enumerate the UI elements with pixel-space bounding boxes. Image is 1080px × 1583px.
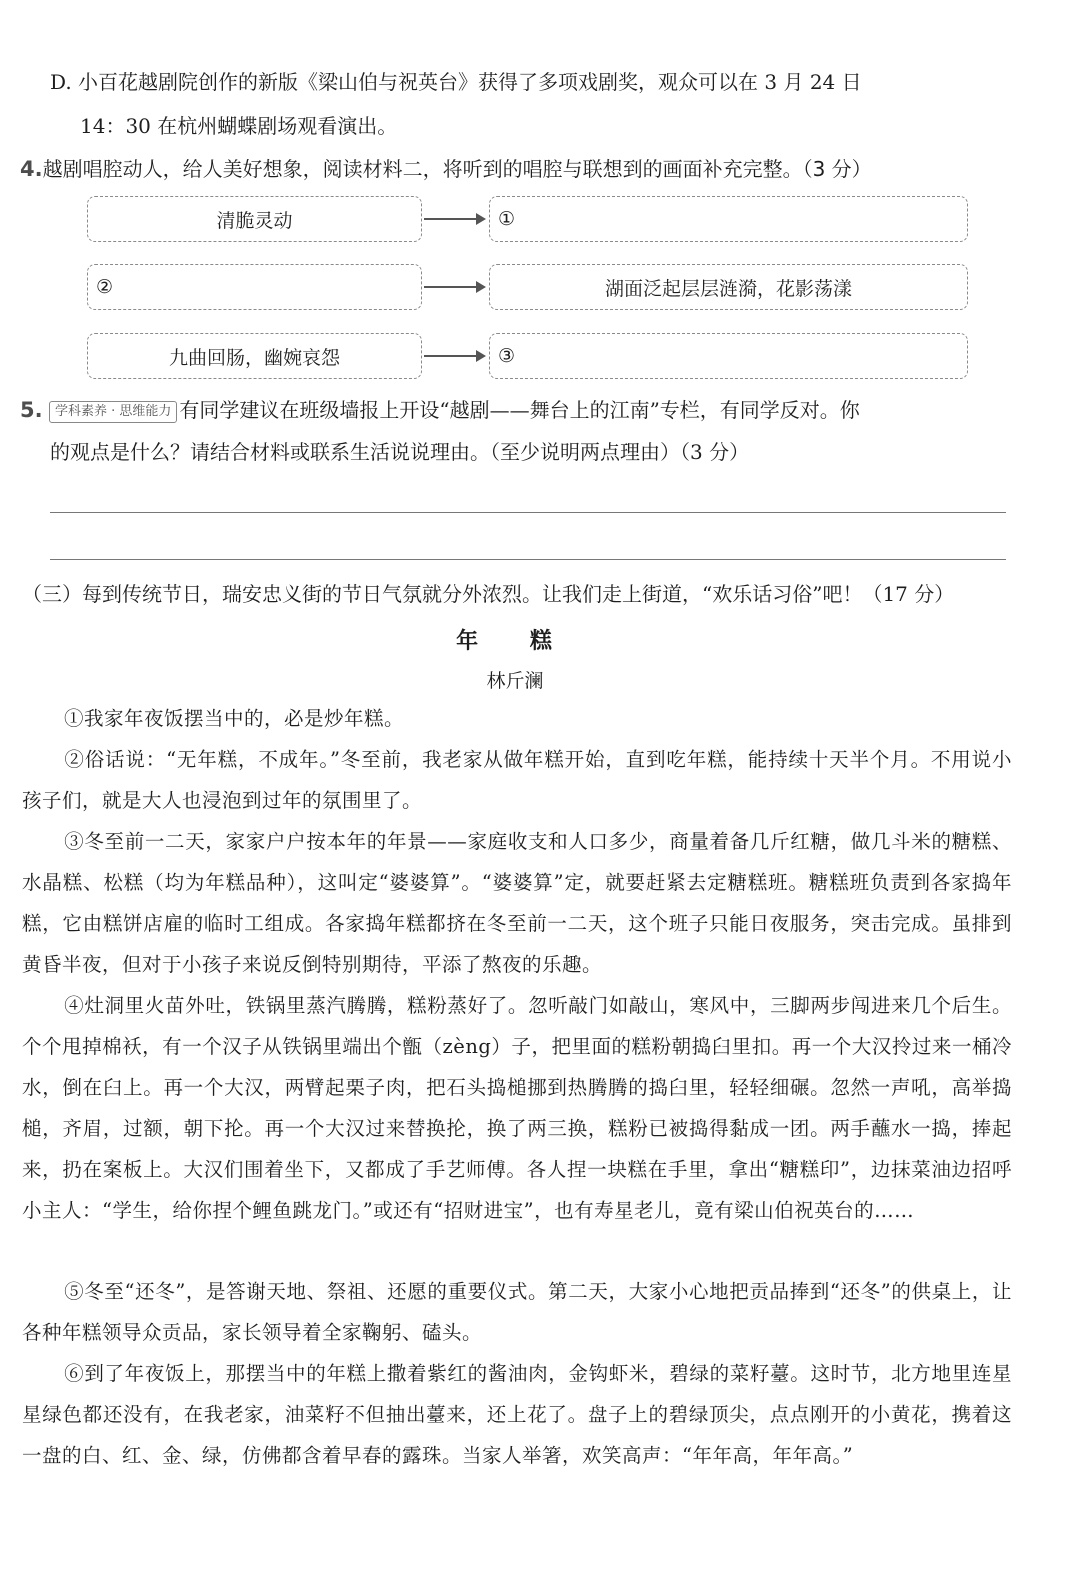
answer-blank-1[interactable]: ① (489, 196, 968, 242)
article-title: 年 糕 (456, 628, 574, 654)
question-5 (20, 396, 860, 424)
competency-tag: 学科素养 · 思维能力 (49, 401, 177, 423)
option-d-line1: D. 小百花越剧院创作的新版《梁山伯与祝英台》获得了多项戏剧奖，观众可以在 3 月 24 日 (50, 70, 862, 94)
answer-blank-2[interactable]: ② (87, 264, 422, 310)
paragraph-5-text: ⑤冬至“还冬”，是答谢天地、祭祖、还愿的重要仪式。第二天，大家小心地把贡品捧到“还冬”的供桌上，让各种年糕领导众贡品，家长领导着全家鞠躬、磕头。 (22, 1280, 1012, 1344)
question-5-line2: 的观点是什么？请结合材料或联系生活说说理由。（至少说明两点理由）（3 分） (50, 440, 750, 464)
question-4-text: 越剧唱腔动人，给人美好想象，阅读材料二，将听到的唱腔与联想到的画面补充完整。 (42, 157, 803, 181)
paragraph-4-text: ④灶洞里火苗外吐，铁锅里蒸汽腾腾，糕粉蒸好了。忽听敲门如敲山，寒风中，三脚两步闯进来几个后生。个个甩掉棉袄，有一个汉子从铁锅里端出个甑（zèng）子，把里面的糕粉朝捣臼里扣。再一个大汉拎过来一桶冷水，倒在臼上。再一个大汉，两臂起栗子肉，把石头捣槌挪到热腾腾的捣臼里，轻轻细碾。忽然一声吼，高举捣槌，齐眉，过额，朝下抡。再一个大汉过来替换抡，换了两三换，糕粉已被捣得黏成一团。两手蘸水一捣，捧起来，扔在案板上。大汉们围着坐下，又都成了手艺师傅。各人捏一块糕在手里，拿出“糖糕印”，边抹菜油边招呼小主人：“学生，给你捏个鲤鱼跳龙门。”或还有“招财进宝”，也有寿星老儿，竟有梁山伯祝英台的…… (22, 994, 1012, 1222)
arrow-icon (424, 355, 484, 357)
paragraph-2 (22, 739, 1012, 821)
paragraph-3-text: ③冬至前一二天，家家户户按本年的年景——家庭收支和人口多少，商量着备几斤红糖，做几斗米的糖糕、水晶糕、松糕（均为年糕品种），这叫定“婆婆算”。“婆婆算”定，就要赶紧去定糖糕班。糖糕班负责到各家捣年糕，它由糕饼店雇的临时工组成。各家捣年糕都挤在冬至前一二天，这个班子只能日夜服务，突击完成。虽排到黄昏半夜，但对于小孩子来说反倒特别期待，平添了熬夜的乐趣。 (22, 830, 1012, 976)
question-4-score: （3 分） (802, 157, 872, 181)
paragraph-3 (22, 821, 1012, 985)
answer-blank-3[interactable]: ③ (489, 333, 968, 379)
arrow-icon (424, 218, 484, 220)
paragraph-4 (22, 985, 1012, 1231)
question-5-number: 5. (20, 398, 43, 422)
option-d-line2: 14：30 在杭州蝴蝶剧场观看演出。 (80, 114, 398, 138)
question-4-number: 4. (20, 157, 43, 181)
paragraph-6 (22, 1353, 1012, 1476)
paragraph-2-text: ②俗话说：“无年糕，不成年。”冬至前，我老家从做年糕开始，直到吃年糕，能持续十天半个月。不用说小孩子们，就是大人也浸泡到过年的氛围里了。 (22, 748, 1012, 812)
question-4 (20, 155, 872, 183)
answer-line-2[interactable] (50, 559, 1006, 560)
section-3-intro: （三）每到传统节日，瑞安忠义街的节日气氛就分外浓烈。让我们走上街道，“欢乐话习俗”吧！（17 分） (22, 582, 955, 606)
arrow-icon (424, 286, 484, 288)
sound-box-1: 清脆灵动 (87, 196, 422, 242)
question-5-line1: 有同学建议在班级墙报上开设“越剧——舞台上的江南”专栏，有同学反对。你 (179, 398, 860, 422)
sound-box-3: 九曲回肠，幽婉哀怨 (87, 333, 422, 379)
article-author: 林斤澜 (486, 670, 544, 692)
answer-line-1[interactable] (50, 512, 1006, 513)
paragraph-6-text: ⑥到了年夜饭上，那摆当中的年糕上撒着紫红的酱油肉，金钩虾米，碧绿的菜籽薹。这时节，北方地里连星星绿色都还没有，在我老家，油菜籽不但抽出薹来，还上花了。盘子上的碧绿顶尖，点点刚开的小黄花，携着这一盘的白、红、金、绿，仿佛都含着早春的露珠。当家人举箸，欢笑高声：“年年高，年年高。” (22, 1362, 1012, 1467)
paragraph-1-text: ①我家年夜饭摆当中的，必是炒年糕。 (64, 707, 405, 730)
paragraph-1 (22, 698, 1012, 739)
paragraph-5 (22, 1271, 1012, 1353)
image-box-2: 湖面泛起层层涟漪，花影荡漾 (489, 264, 968, 310)
